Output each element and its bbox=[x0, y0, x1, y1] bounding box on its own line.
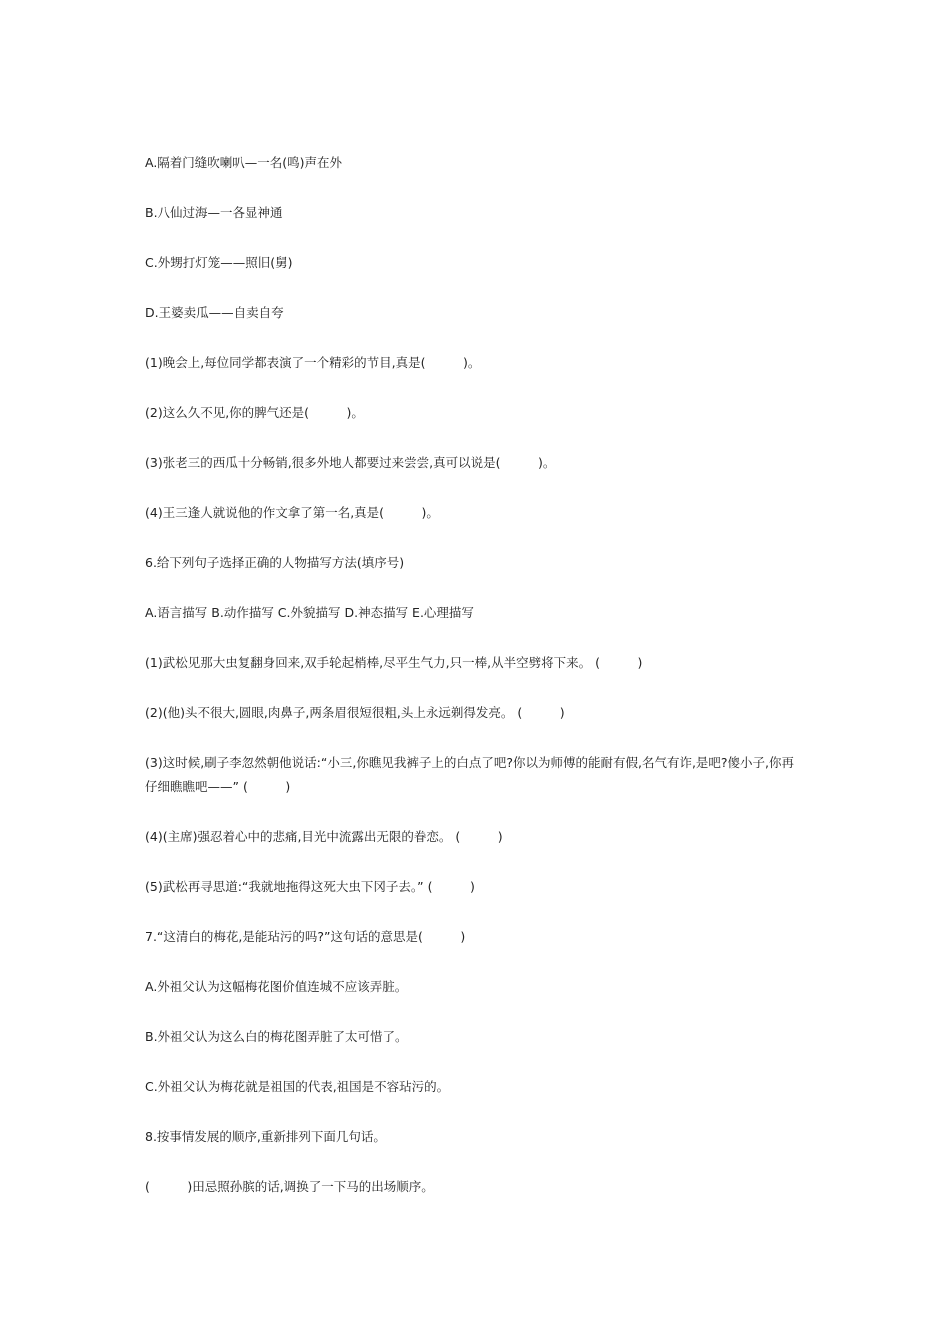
option-c-xiehouyu: C.外甥打灯笼——照旧(舅) bbox=[145, 255, 293, 270]
question-7-option-c: C.外祖父认为梅花就是祖国的代表,祖国是不容玷污的。 bbox=[145, 1079, 450, 1094]
question-6-item-2: (2)(他)头不很大,圆眼,肉鼻子,两条眉很短很粗,头上永远剃得发亮。 ( ) bbox=[145, 705, 565, 720]
question-7-option-a: A.外祖父认为这幅梅花图价值连城不应该弄脏。 bbox=[145, 979, 408, 994]
option-a-xiehouyu: A.隔着门缝吹喇叭—一名(鸣)声在外 bbox=[145, 155, 343, 170]
question-8-heading: 8.按事情发展的顺序,重新排列下面几句话。 bbox=[145, 1129, 386, 1144]
document-page bbox=[145, 151, 845, 1225]
question-7-option-b: B.外祖父认为这么白的梅花图弄脏了太可惜了。 bbox=[145, 1029, 408, 1044]
fill-blank-3: (3)张老三的西瓜十分畅销,很多外地人都要过来尝尝,真可以说是( )。 bbox=[145, 455, 556, 470]
question-7-heading: 7.“这清白的梅花,是能玷污的吗?”这句话的意思是( ) bbox=[145, 929, 466, 944]
question-6-item-3-line-2: 仔细瞧瞧吧——” ( ) bbox=[145, 779, 291, 794]
question-6-item-3-line-1: (3)这时候,刷子李忽然朝他说话:“小三,你瞧见我裤子上的白点了吧?你以为师傅的能耐有假,名气有诈,是吧?傻小子,你再 bbox=[145, 755, 795, 770]
option-d-xiehouyu: D.王婆卖瓜——自卖自夸 bbox=[145, 305, 284, 320]
question-6-item-1: (1)武松见那大虫复翻身回来,双手轮起梢棒,尽平生气力,只一棒,从半空劈将下来。 ( ) bbox=[145, 655, 643, 670]
option-b-xiehouyu: B.八仙过海—一各显神通 bbox=[145, 205, 283, 220]
question-6-item-4: (4)(主席)强忍着心中的悲痛,目光中流露出无限的眷恋。 ( ) bbox=[145, 829, 503, 844]
fill-blank-2: (2)这么久不见,你的脾气还是( )。 bbox=[145, 405, 364, 420]
question-6-item-5: (5)武松再寻思道:“我就地拖得这死大虫下冈子去。” ( ) bbox=[145, 879, 475, 894]
fill-blank-1: (1)晚会上,每位同学都表演了一个精彩的节目,真是( )。 bbox=[145, 355, 481, 370]
question-6-heading: 6.给下列句子选择正确的人物描写方法(填序号) bbox=[145, 555, 405, 570]
question-6-options: A.语言描写 B.动作描写 C.外貌描写 D.神态描写 E.心理描写 bbox=[145, 605, 474, 620]
question-6-item-3 bbox=[145, 751, 845, 799]
fill-blank-4: (4)王三逢人就说他的作文拿了第一名,真是( )。 bbox=[145, 505, 439, 520]
question-8-item-1: ( )田忌照孙膑的话,调换了一下马的出场顺序。 bbox=[145, 1179, 434, 1194]
